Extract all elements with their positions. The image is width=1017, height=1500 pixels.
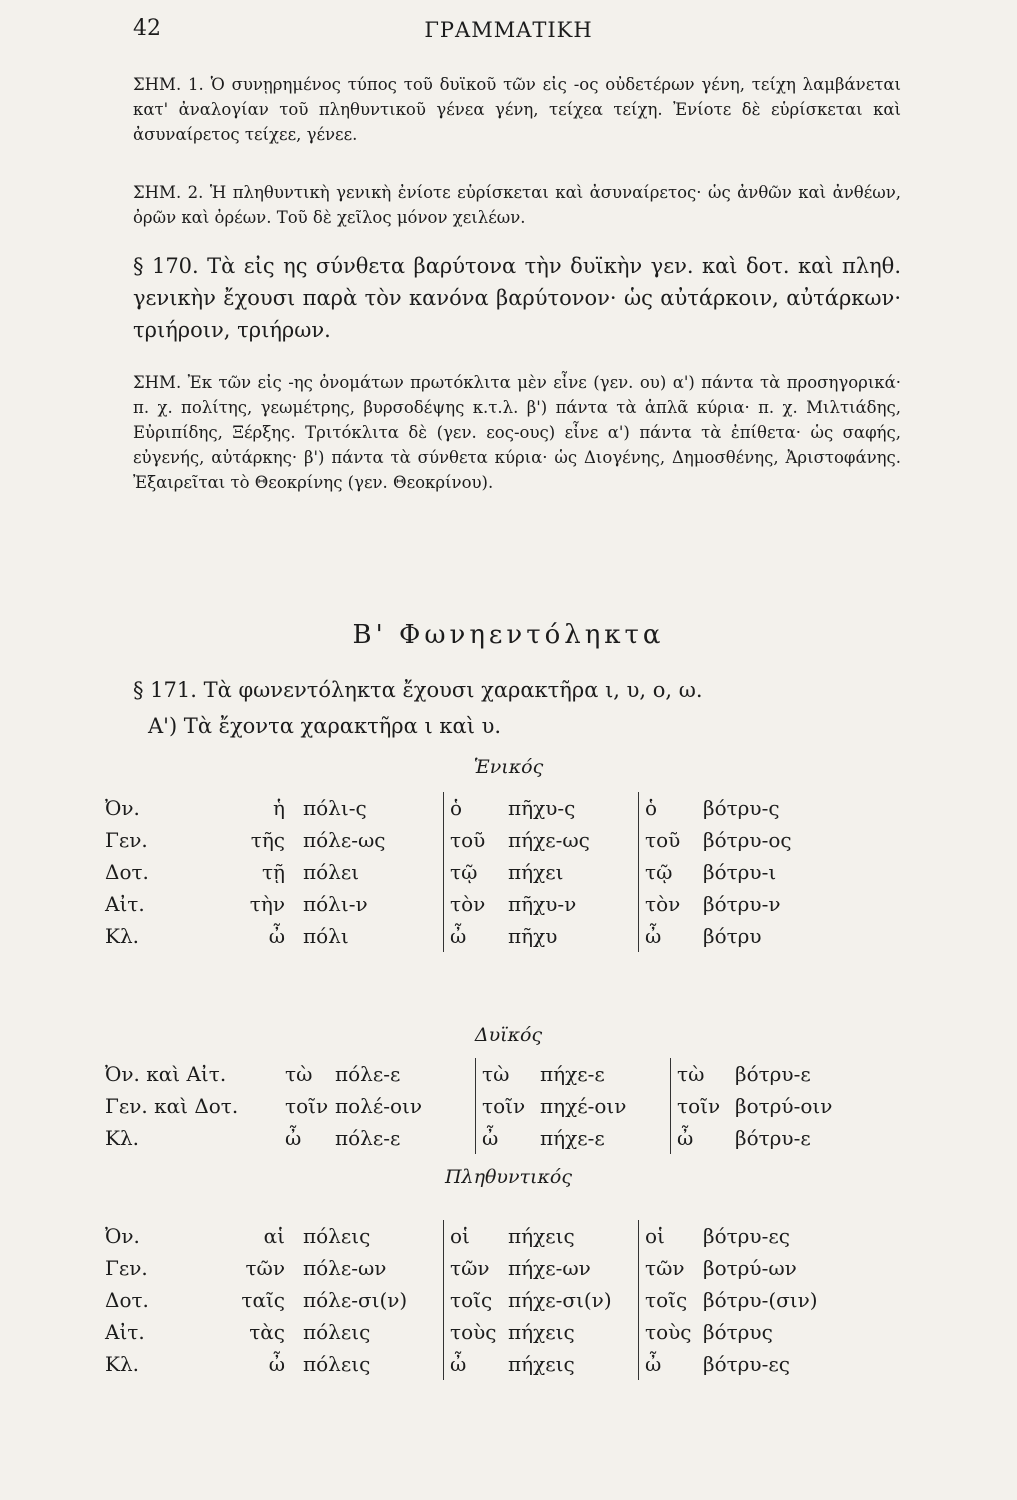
article: ὦ: [671, 1122, 736, 1154]
article: αἱ: [263, 1224, 285, 1248]
singular-table: [105, 792, 843, 952]
declension-row: [105, 1348, 843, 1380]
note-2: ΣΗΜ. 2. Ἡ πληθυντικὴ γενικὴ ἐνίοτε εὑρίσκεται καὶ ἀσυναίρετος· ὡς ἀνθῶν καὶ ἀνθέων, ὀρῶν καὶ ὀρέων. Τοῦ δὲ χεῖλος μόνον χειλέων.: [133, 183, 901, 227]
article: τοῖν: [285, 1094, 329, 1118]
noun-form: πόλε-ε: [335, 1062, 401, 1086]
declension-row: [105, 1220, 843, 1252]
article: οἱ: [444, 1220, 509, 1252]
noun-form: πήχει: [508, 860, 564, 884]
noun-form: βότρυ-(σιν): [703, 1288, 818, 1312]
noun-form: βότρυ-ε: [735, 1126, 811, 1150]
article: ὦ: [285, 1126, 302, 1150]
article: ὦ: [268, 1352, 285, 1376]
article: τὴν: [249, 892, 285, 916]
article: τὼ: [476, 1058, 541, 1090]
noun-form: πῆχυ: [508, 924, 558, 948]
article: τοῦ: [444, 824, 509, 856]
article: ὦ: [476, 1122, 541, 1154]
declension-row: [105, 1252, 843, 1284]
article: ταῖς: [241, 1288, 285, 1312]
article: ὦ: [444, 1348, 509, 1380]
declension-row: [105, 888, 843, 920]
article: τοῖν: [476, 1090, 541, 1122]
case-label: Αἰτ.: [105, 1320, 145, 1344]
noun-form: πήχεις: [508, 1352, 575, 1376]
declension-row: [105, 1058, 875, 1090]
article: τῶν: [245, 1256, 285, 1280]
declension-row: [105, 1316, 843, 1348]
article: ὁ: [444, 792, 509, 824]
paragraph-171: § 171. Τὰ φωνεντόληκτα ἔχουσι χαρακτῆρα ι, υ, ο, ω.: [133, 678, 703, 702]
noun-form: πῆχυ-ς: [508, 796, 576, 820]
subheading-a: Α') Τὰ ἔχοντα χαρακτῆρα ι καὶ υ.: [148, 714, 502, 738]
noun-form: βότρυς: [703, 1320, 773, 1344]
article: τοὺς: [639, 1316, 704, 1348]
paragraph-170: § 170. Τὰ εἰς ης σύνθετα βαρύτονα τὴν δυϊκὴν γεν. καὶ δοτ. καὶ πληθ. γενικὴν ἔχουσι παρὰ τὸν κανόνα βαρύτονον· ὡς αὐτάρκοιν, αὐτάρκων· τριήροιν, τριήρων.: [133, 254, 901, 342]
noun-form: πόλι-ς: [303, 796, 367, 820]
note-1: ΣΗΜ. 1. Ὁ συνῃρημένος τύπος τοῦ δυϊκοῦ τῶν εἰς -ος οὐδετέρων γένη, τείχη λαμβάνεται κατ' ἀναλογίαν τοῦ πληθυντικοῦ γένεα γένη, τείχεα τείχη. Ἐνίοτε δὲ εὑρίσκεται καὶ ἀσυναίρετος τείχεε, γένεε.: [133, 75, 901, 144]
noun-form: πήχε-σι(ν): [508, 1288, 612, 1312]
noun-form: πόλεις: [303, 1320, 371, 1344]
noun-form: πόλεις: [303, 1352, 371, 1376]
case-label: Γεν.: [105, 828, 148, 852]
case-label: Ὀν.: [105, 796, 140, 820]
article: ὦ: [268, 924, 285, 948]
article: τοῖς: [444, 1284, 509, 1316]
plural-heading: Πληθυντικός: [444, 1166, 573, 1188]
noun-form: πήχε-ε: [540, 1126, 605, 1150]
case-label: Δοτ.: [105, 1288, 149, 1312]
declension-row: [105, 792, 843, 824]
noun-form: πήχεις: [508, 1320, 575, 1344]
running-title: ΓΡΑΜΜΑΤΙΚΗ: [424, 18, 593, 42]
noun-form: βότρυ-ε: [735, 1062, 811, 1086]
article: τὰς: [249, 1320, 285, 1344]
article: τὼ: [671, 1058, 736, 1090]
noun-form: πόλε-ως: [303, 828, 386, 852]
article: ὦ: [639, 1348, 704, 1380]
noun-form: πήχε-ε: [540, 1062, 605, 1086]
dual-heading: Δυϊκός: [474, 1024, 543, 1046]
case-label: Κλ.: [105, 1352, 139, 1376]
noun-form: πόλε-ων: [303, 1256, 387, 1280]
case-label: Δοτ.: [105, 860, 149, 884]
article: τοῖν: [671, 1090, 736, 1122]
article: τῷ: [444, 856, 509, 888]
article: οἱ: [639, 1220, 704, 1252]
case-label: Κλ.: [105, 924, 139, 948]
article: ἡ: [273, 796, 285, 820]
noun-form: βότρυ-ες: [703, 1224, 790, 1248]
declension-row: [105, 1284, 843, 1316]
note-3: ΣΗΜ. Ἐκ τῶν εἰς -ης ὀνομάτων πρωτόκλιτα μὲν εἶνε (γεν. ου) α') πάντα τὰ προσηγορικά· π. χ. πολίτης, γεωμέτρης, βυρσοδέψης κ.τ.λ. β') πάντα τὰ ἁπλᾶ κύρια· π. χ. Μιλτιάδης, Εὐριπίδης, Ξέρξης. Τριτόκλιτα δὲ (γεν. εος-ους) εἶνε α') πάντα τὰ ἐπίθετα· ὡς σαφής, εὐγενής, αὐτάρκης· β') πάντα τὰ σύνθετα κύρια· ὡς Διογένης, Δημοσθένης, Ἀριστοφάνης. Ἐξαιρεῖται τὸ Θεοκρίνης (γεν. Θεοκρίνου).: [133, 373, 901, 492]
article: τῷ: [639, 856, 704, 888]
article: τὸν: [444, 888, 509, 920]
article: τοὺς: [444, 1316, 509, 1348]
case-label: Κλ.: [105, 1126, 139, 1150]
article: τὸν: [639, 888, 704, 920]
plural-table: [105, 1220, 843, 1380]
case-label: Γεν.: [105, 1256, 148, 1280]
declension-row: [105, 856, 843, 888]
article: τοῦ: [639, 824, 704, 856]
noun-form: πόλε-σι(ν): [303, 1288, 408, 1312]
article: τῶν: [639, 1252, 704, 1284]
noun-form: πολέ-οιν: [335, 1094, 423, 1118]
declension-row: [105, 920, 843, 952]
noun-form: βότρυ-ι: [703, 860, 777, 884]
article: τοῖς: [639, 1284, 704, 1316]
article: τῇ: [261, 860, 285, 884]
case-label: Ὀν. καὶ Αἰτ.: [105, 1062, 227, 1086]
noun-form: πόλι-ν: [303, 892, 368, 916]
noun-form: βότρυ: [703, 924, 762, 948]
section-title: Β' Φωνηεντόληκτα: [352, 620, 665, 650]
singular-heading: Ἑνικός: [473, 756, 544, 778]
noun-form: πηχέ-οιν: [540, 1094, 627, 1118]
noun-form: βότρυ-ς: [703, 796, 780, 820]
case-label: Αἰτ.: [105, 892, 145, 916]
case-label: Ὀν.: [105, 1224, 140, 1248]
noun-form: πήχε-ων: [508, 1256, 591, 1280]
article: τῆς: [250, 828, 285, 852]
noun-form: βοτρύ-οιν: [735, 1094, 833, 1118]
declension-row: [105, 1090, 875, 1122]
article: ὦ: [639, 920, 704, 952]
declension-row: [105, 1122, 875, 1154]
article: ὦ: [444, 920, 509, 952]
article: ὁ: [639, 792, 704, 824]
noun-form: βότρυ-ν: [703, 892, 781, 916]
noun-form: βότρυ-ος: [703, 828, 792, 852]
declension-row: [105, 824, 843, 856]
article: τῶν: [444, 1252, 509, 1284]
noun-form: πόλει: [303, 860, 360, 884]
noun-form: πήχεις: [508, 1224, 575, 1248]
noun-form: πόλι: [303, 924, 349, 948]
noun-form: πόλεις: [303, 1224, 371, 1248]
noun-form: πόλε-ε: [335, 1126, 401, 1150]
noun-form: πῆχυ-ν: [508, 892, 577, 916]
article: τὼ: [285, 1062, 313, 1086]
dual-table: [105, 1058, 875, 1154]
noun-form: βοτρύ-ων: [703, 1256, 797, 1280]
noun-form: βότρυ-ες: [703, 1352, 790, 1376]
case-label: Γεν. καὶ Δοτ.: [105, 1094, 239, 1118]
noun-form: πήχε-ως: [508, 828, 590, 852]
page-number: 42: [133, 16, 161, 41]
